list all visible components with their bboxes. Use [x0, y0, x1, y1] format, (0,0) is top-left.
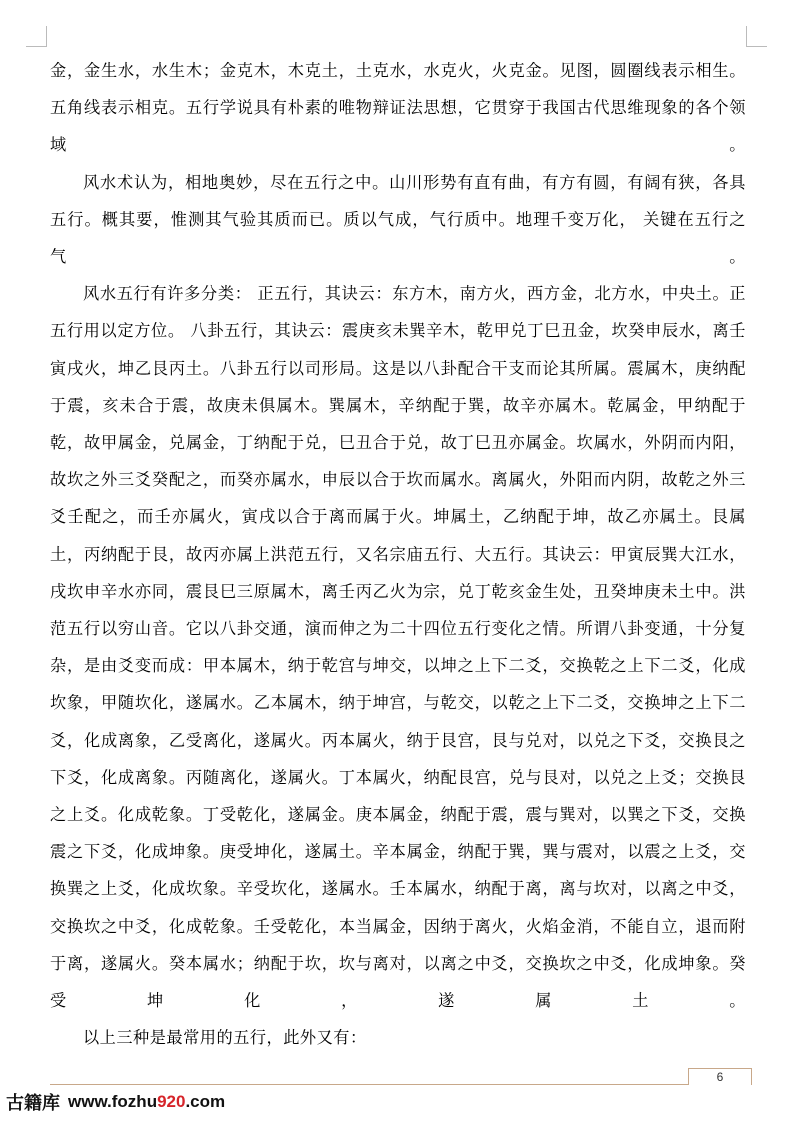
footer-rule [50, 1084, 750, 1085]
watermark-url [68, 1092, 225, 1112]
paragraph-1: 金，金生水，水生木；金克木，木克土，土克水，水克火，火克金。见图，圆圈线表示相生。五角线表示相克。五行学说具有朴素的唯物辩证法思想，它贯穿于我国古代思维现象的各个领域。 [50, 61, 746, 155]
paragraph-2: 风水术认为，相地奥妙，尽在五行之中。山川形势有直有曲，有方有圆，有阔有狭，各具五行。概其要，惟测其气验其质而已。质以气成，气行质中。地理千变万化， 关键在五行之气。 [50, 172, 746, 267]
crop-mark-top-left [26, 26, 47, 47]
page-number: 6 [688, 1068, 752, 1085]
watermark-url-suffix: .com [185, 1092, 226, 1111]
watermark-url-number: 920 [157, 1092, 186, 1111]
paragraph-4: 以上三种是最常用的五行，此外又有： [83, 1028, 367, 1048]
paragraph-3: 风水五行有许多分类： 正五行，其诀云：东方木，南方火，西方金，北方水，中央土。正五行用以定方位。 八卦五行，其诀云：震庚亥未巽辛木，乾甲兑丁巳丑金，坎癸申辰水，离壬寅戌火，坤乙艮丙土。八卦五行以司形局。这是以八卦配合干支而论其所属。震属木，庚纳配于震，亥未合于震，故庚未俱属木。巽属木，辛纳配于巽，故辛亦属木。乾属金，甲纳配于乾，故甲属金，兑属金，丁纳配于兑，巳丑合于兑，故丁巳丑亦属金。坎属水，外阴而内阳，故坎之外三爻癸配之，而癸亦属水，申辰以合于坎而属水。离属火，外阳而内阴，故乾之外三爻壬配之，而壬亦属火，寅戌以合于离而属于火。坤属土，乙纳配于坤，故乙亦属土。艮属土，丙纳配于艮，故丙亦属上洪范五行，又名宗庙五行、大五行。其诀云：甲寅辰巽大江水，戌坎申辛水亦同，震艮巳三原属木，离壬丙乙火为宗，兑丁乾亥金生处，丑癸坤庚未土中。洪范五行以穷山音。它以八卦交通，演而伸之为二十四位五行变化之情。所谓八卦变通，十分复杂，是由爻变而成：甲本属木，纳于乾宫与坤交，以坤之上下二爻，交换乾之上下二爻，化成坎象，甲随坎化，遂属水。乙本属木，纳于坤宫，与乾交，以乾之上下二爻，交换坤之上下二爻，化成离象，乙受离化，遂属火。丙本属火，纳于艮宫，艮与兑对，以兑之下爻，交换艮之下爻，化成离象。丙随离化，遂属火。丁本属火，纳配艮宫，兑与艮对，以兑之上爻；交换艮之上爻。化成乾象。丁受乾化，遂属金。庚本属金，纳配于震，震与巽对，以巽之下爻，交换震之下爻，化成坤象。庚受坤化，遂属土。辛本属金，纳配于巽，巽与震对，以震之上爻，交换巽之上爻，化成坎象。辛受坎化，遂属水。壬本属水，纳配于离，离与坎对，以离之中爻，交换坎之中爻，化成乾象。壬受乾化，本当属金，因纳于离火，火焰金消，不能自立，退而附于离，遂属火。癸本属水；纳配于坎，坎与离对，以离之中爻，交换坎之中爻，化成坤象。癸受坤化，遂属土。 [50, 284, 746, 1011]
body-text [50, 52, 746, 1056]
site-watermark [6, 1088, 225, 1116]
crop-mark-top-right [746, 26, 767, 47]
watermark-url-prefix: www.fozhu [68, 1092, 158, 1111]
watermark-site-name: 古籍库 [6, 1093, 60, 1114]
